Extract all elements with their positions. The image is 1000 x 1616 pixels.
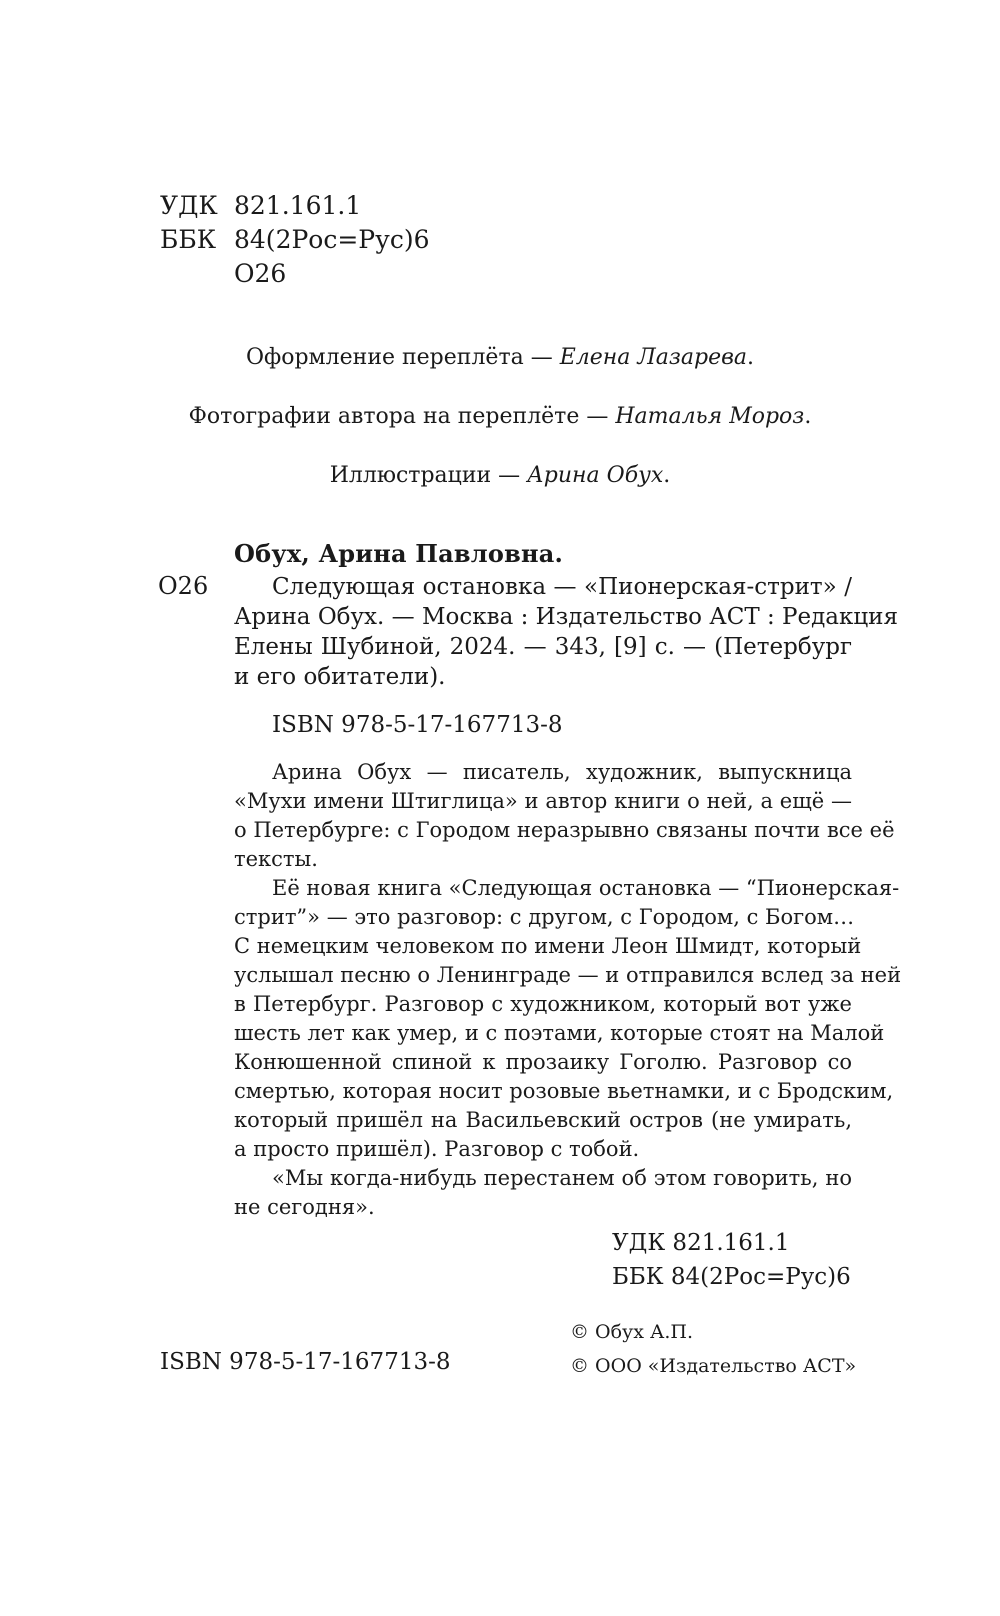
annotation-line: Её новая книга «Следующая остановка — “Пионерская- bbox=[272, 876, 900, 900]
annotation-line: шесть лет как умер, и с поэтами, которые стоят на Малой bbox=[234, 1021, 885, 1045]
annotation-line: стрит”» — это разговор: с другом, с Городом, с Богом… bbox=[234, 905, 855, 929]
description-line: и его обитатели). bbox=[234, 664, 446, 690]
credit-illustrations: Иллюстрации — Арина Обух. bbox=[329, 463, 671, 488]
classification-header bbox=[160, 189, 429, 291]
annotation-line: услышал песню о Ленинграде — и отправился вслед за ней bbox=[234, 963, 902, 987]
bbk-footer: ББК 84(2Рос=Рус)6 bbox=[612, 1264, 851, 1290]
credit-name: Арина Обух bbox=[527, 463, 664, 488]
author-mark-side: О26 bbox=[158, 572, 209, 600]
annotation-line: «Мы когда-нибудь перестанем об этом говорить, но bbox=[272, 1166, 852, 1190]
author-heading: Обух, Арина Павловна. bbox=[234, 539, 564, 568]
udk-footer: УДК 821.161.1 bbox=[612, 1230, 790, 1256]
annotation-line: Конюшенной спиной к прозаику Гоголю. Разговор со bbox=[234, 1050, 852, 1074]
description-line: Следующая остановка — «Пионерская-стрит» / bbox=[272, 574, 852, 600]
annotation-line: смертью, которая носит розовые вьетнамки, и с Бродским, bbox=[234, 1079, 894, 1103]
credit-role: Иллюстрации — bbox=[329, 463, 528, 488]
bibliographic-description bbox=[234, 572, 899, 692]
annotation-line: в Петербург. Разговор с художником, который вот уже bbox=[234, 992, 852, 1016]
classification-footer bbox=[612, 1226, 851, 1294]
annotation-line: тексты. bbox=[234, 847, 318, 871]
annotation-line: Арина Обух — писатель, художник, выпускница bbox=[272, 760, 852, 784]
annotation-line: С немецким человеком по имени Леон Шмидт, который bbox=[234, 934, 862, 958]
udk-value: 821.161.1 bbox=[234, 191, 362, 220]
copyright-block bbox=[570, 1315, 856, 1383]
udk-label: УДК bbox=[160, 191, 218, 220]
annotation-line: «Мухи имени Штиглица» и автор книги о ней, а ещё — bbox=[234, 789, 852, 813]
bbk-row bbox=[160, 223, 429, 257]
description-line: Елены Шубиной, 2024. — 343, [9] с. — (Петербург bbox=[234, 634, 852, 660]
annotation-line: а просто пришёл). Разговор с тобой. bbox=[234, 1137, 640, 1161]
credit-author-photos: Фотографии автора на переплёте — Наталья Мороз. bbox=[188, 404, 812, 429]
author-mark-row bbox=[160, 257, 429, 291]
credit-name: Наталья Мороз bbox=[615, 404, 805, 429]
isbn-footer: ISBN 978-5-17-167713-8 bbox=[160, 1349, 451, 1375]
author-mark: О26 bbox=[234, 259, 287, 288]
bbk-value: 84(2Рос=Рус)6 bbox=[234, 225, 430, 254]
annotation-line: о Петербурге: с Городом неразрывно связаны почти все её bbox=[234, 818, 895, 842]
annotation-line: не сегодня». bbox=[234, 1195, 375, 1219]
credit-role: Фотографии автора на переплёте — bbox=[188, 404, 616, 429]
isbn-entry: ISBN 978-5-17-167713-8 bbox=[272, 712, 563, 738]
credit-cover-design: Оформление переплёта — Елена Лазарева. bbox=[245, 345, 755, 370]
copyright-author: © Обух А.П. bbox=[570, 1321, 694, 1343]
credit-role: Оформление переплёта — bbox=[245, 345, 560, 370]
udk-row bbox=[160, 189, 429, 223]
annotation bbox=[234, 758, 902, 1222]
annotation-line: который пришёл на Васильевский остров (не умирать, bbox=[234, 1108, 852, 1132]
description-line: Арина Обух. — Москва : Издательство АСТ : Редакция bbox=[234, 604, 899, 630]
copyright-publisher: © ООО «Издательство АСТ» bbox=[570, 1355, 857, 1377]
credit-name: Елена Лазарева bbox=[559, 345, 748, 370]
bbk-label: ББК bbox=[160, 225, 217, 254]
